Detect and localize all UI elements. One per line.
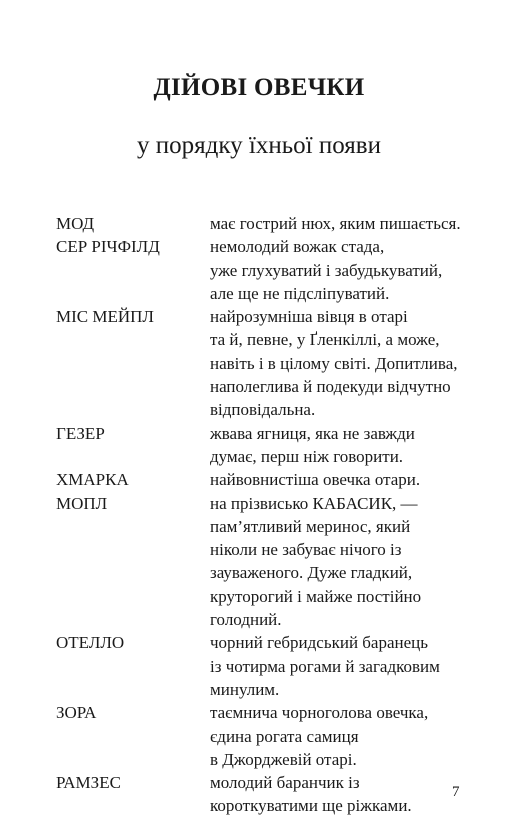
character-name: МІС МЕЙПЛ bbox=[56, 307, 154, 327]
description-line: голодний. bbox=[210, 610, 282, 630]
character-name: МОД bbox=[56, 214, 95, 233]
description-line: таємнича чорноголова овечка, bbox=[210, 703, 429, 723]
description-line: ніколи не забуває нічого із bbox=[210, 540, 402, 560]
character-name: ГЕЗЕР bbox=[56, 423, 105, 443]
cast-entry bbox=[56, 422, 476, 469]
description-line: минулим. bbox=[210, 679, 280, 699]
character-description bbox=[210, 212, 476, 235]
page-number: 7 bbox=[452, 784, 460, 800]
description-line: молодий баранчик із bbox=[210, 773, 360, 793]
character-name: РАМЗЕС bbox=[56, 773, 121, 793]
description-line: думає, перш ніж говорити. bbox=[210, 446, 404, 466]
character-description bbox=[210, 305, 476, 421]
cast-entry bbox=[56, 631, 476, 701]
description-line: але ще не підсліпуватий. bbox=[210, 283, 390, 303]
cast-entry bbox=[56, 235, 476, 305]
character-name: ХМАРКА bbox=[56, 470, 129, 490]
description-line: короткуватими ще ріжками. bbox=[210, 796, 412, 816]
description-line: круторогий і майже постійно bbox=[210, 586, 422, 606]
cast-entry bbox=[56, 492, 476, 632]
description-line: пам’ятливий меринос, який bbox=[210, 516, 411, 536]
character-description bbox=[210, 235, 476, 305]
description-line: має гострий нюх, яким пишається. bbox=[210, 214, 461, 233]
character-description bbox=[210, 492, 476, 632]
description-line: уже глухуватий і забудькуватий, bbox=[210, 260, 443, 280]
description-line: із чотирма рогами й загадковим bbox=[210, 656, 440, 676]
description-line: немолодий вожак стада, bbox=[210, 237, 385, 257]
description-line: найрозумніша вівця в отарі bbox=[210, 307, 408, 327]
page-title: ДІЙОВІ ОВЕЧКИ bbox=[153, 74, 365, 101]
cast-entry bbox=[56, 771, 476, 818]
character-description bbox=[210, 771, 476, 818]
cast-entry bbox=[56, 701, 476, 771]
character-name: МОПЛ bbox=[56, 493, 108, 513]
description-line: навіть і в цілому світі. Допитлива, bbox=[210, 353, 458, 373]
cast-entry bbox=[56, 468, 476, 491]
description-line: на прізвисько КАБАСИК, — bbox=[210, 493, 418, 513]
description-line: наполеглива й подекуди відчутно bbox=[210, 377, 451, 397]
cast-list bbox=[56, 212, 476, 818]
page-subtitle: у порядку їхньої появи bbox=[137, 132, 381, 159]
description-line: відповідальна. bbox=[210, 400, 316, 420]
character-name: ЗОРА bbox=[56, 703, 97, 723]
description-line: в Джорджевій отарі. bbox=[210, 749, 357, 769]
character-name: СЕР РІЧФІЛД bbox=[56, 237, 160, 257]
cast-entry bbox=[56, 305, 476, 421]
description-line: та й, певне, у Ґленкіллі, а може, bbox=[210, 330, 440, 350]
description-line: чорний гебридський баранець bbox=[210, 633, 429, 653]
description-line: зауваженого. Дуже гладкий, bbox=[210, 563, 413, 583]
description-line: єдина рогата самиця bbox=[210, 726, 359, 746]
description-line: жвава ягниця, яка не завжди bbox=[210, 423, 415, 443]
cast-entry bbox=[56, 212, 476, 235]
character-description bbox=[210, 468, 476, 491]
character-description bbox=[210, 422, 476, 469]
character-name: ОТЕЛЛО bbox=[56, 633, 125, 653]
character-description bbox=[210, 631, 476, 701]
description-line: найвовнистіша овечка отари. bbox=[210, 470, 421, 490]
character-description bbox=[210, 701, 476, 771]
